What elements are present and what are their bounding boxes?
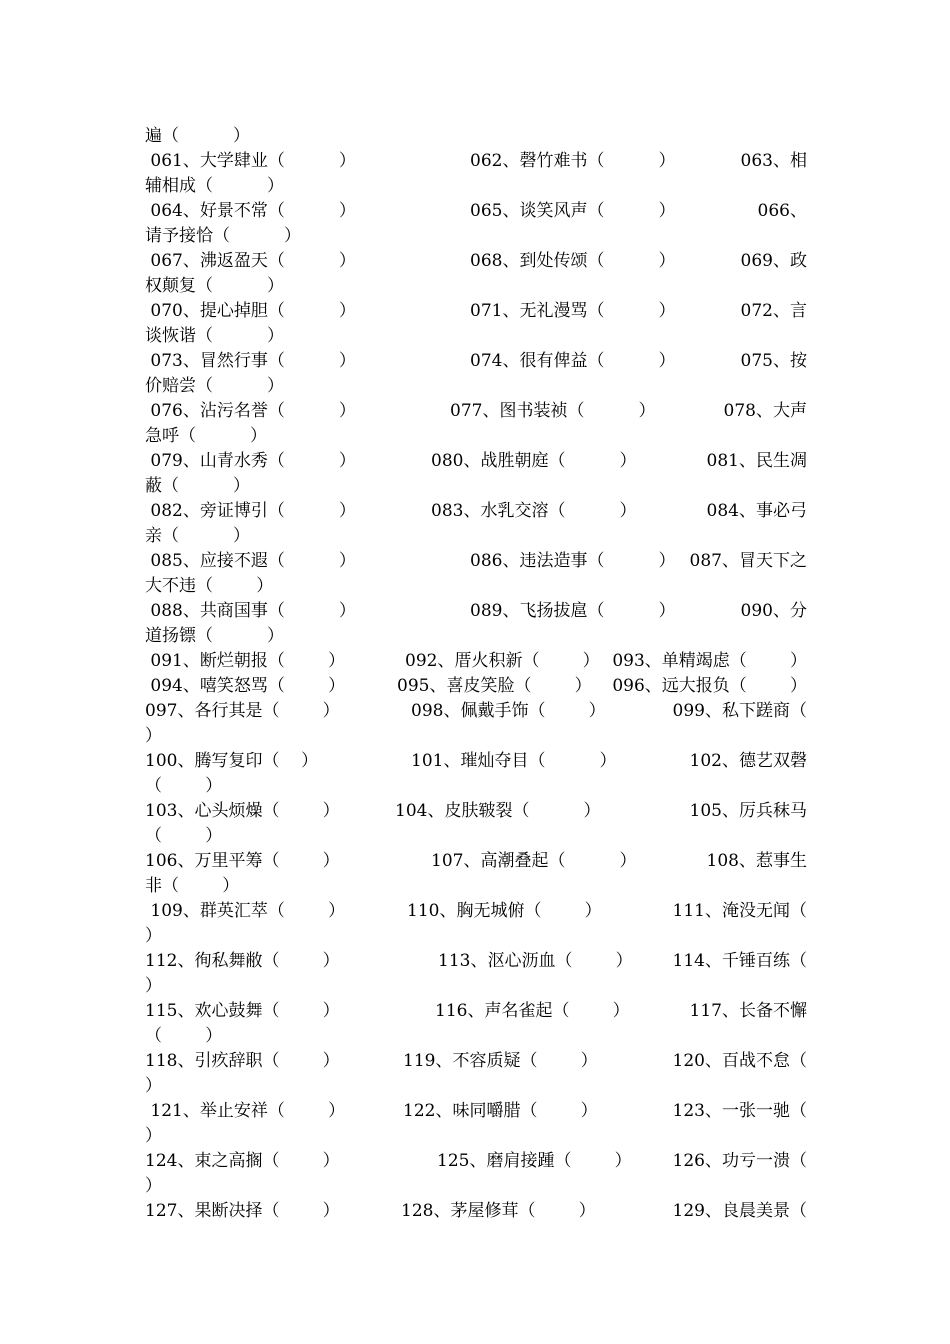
line-text: 大不违（ ） <box>145 576 274 596</box>
text-line <box>145 799 807 824</box>
item-text: 094、嘻笑怒骂（ ） <box>145 676 346 696</box>
text-line <box>145 124 807 149</box>
item-text: 092、厝火积新（ ） <box>405 651 600 671</box>
item-text: 102、德艺双磬 <box>689 751 807 771</box>
item-text: 075、按 <box>740 351 807 371</box>
text-line <box>145 1099 807 1124</box>
text-line <box>145 149 807 174</box>
item-text: 109、群英汇萃（ ） <box>145 901 346 921</box>
text-line <box>145 1199 807 1224</box>
text-line <box>145 499 807 524</box>
text-line <box>145 249 807 274</box>
line-text: ） <box>145 1126 162 1146</box>
item-text: 128、茅屋修茸（ ） <box>401 1201 596 1221</box>
text-line <box>145 324 807 349</box>
text-line <box>145 574 807 599</box>
item-text: 066、 <box>757 201 807 221</box>
item-text: 107、高潮叠起（ ） <box>431 851 637 871</box>
line-text: 谈恢谐（ ） <box>145 326 285 346</box>
text-line <box>145 699 807 724</box>
item-text: 122、味同嚼腊（ ） <box>403 1101 598 1121</box>
item-text: 078、大声 <box>723 401 807 421</box>
line-text: 道扬镖（ ） <box>145 626 285 646</box>
text-line <box>145 1049 807 1074</box>
text-line <box>145 1074 807 1099</box>
text-line <box>145 374 807 399</box>
item-text: 095、喜皮笑脸（ ） <box>397 676 592 696</box>
line-text: 请予接恰（ ） <box>145 226 302 246</box>
text-line <box>145 599 807 624</box>
item-text: 081、民生凋 <box>706 451 807 471</box>
item-text: 068、到处传颂（ ） <box>470 251 676 271</box>
item-text: 088、共商国事（ ） <box>145 601 356 621</box>
item-text: 115、欢心鼓舞（ ） <box>145 1001 340 1021</box>
item-text: 087、冒天下之 <box>689 551 807 571</box>
text-line <box>145 274 807 299</box>
item-text: 086、违法造事（ ） <box>470 551 676 571</box>
text-line <box>145 524 807 549</box>
item-text: 085、应接不遐（ ） <box>145 551 356 571</box>
item-text: 097、各行其是（ ） <box>145 701 340 721</box>
text-line <box>145 474 807 499</box>
item-text: 071、无礼漫骂（ ） <box>470 301 676 321</box>
text-line <box>145 449 807 474</box>
text-line <box>145 1174 807 1199</box>
text-line <box>145 674 807 699</box>
line-text: 亲（ ） <box>145 526 251 546</box>
line-text: ） <box>145 976 162 996</box>
item-text: 076、沾污名誉（ ） <box>145 401 356 421</box>
text-line <box>145 299 807 324</box>
text-line <box>145 849 807 874</box>
line-text: 权颠复（ ） <box>145 276 285 296</box>
item-text: 098、佩戴手饰（ ） <box>411 701 606 721</box>
line-text: ） <box>145 1076 162 1096</box>
item-text: 129、良晨美景（ <box>672 1201 807 1221</box>
line-text: （ ） <box>145 1026 223 1046</box>
item-text: 121、举止安祥（ ） <box>145 1101 346 1121</box>
line-text: ） <box>145 1176 162 1196</box>
line-text: 遍（ ） <box>145 126 251 146</box>
text-line <box>145 974 807 999</box>
line-text: 非（ ） <box>145 876 240 896</box>
item-text: 082、旁证博引（ ） <box>145 501 356 521</box>
item-text: 093、单精竭虑（ ） <box>612 651 807 671</box>
line-text: （ ） <box>145 776 223 796</box>
item-text: 104、皮肤皲裂（ ） <box>395 801 601 821</box>
line-text: 蔽（ ） <box>145 476 251 496</box>
text-line <box>145 1024 807 1049</box>
item-text: 114、千锤百练（ <box>672 951 807 971</box>
item-text: 063、相 <box>740 151 807 171</box>
item-text: 106、万里平筹（ ） <box>145 851 340 871</box>
text-line <box>145 999 807 1024</box>
text-line <box>145 874 807 899</box>
item-text: 112、徇私舞敝（ ） <box>145 951 340 971</box>
item-text: 077、图书装祯（ ） <box>450 401 656 421</box>
text-line <box>145 349 807 374</box>
item-text: 084、事必弓 <box>706 501 807 521</box>
text-line <box>145 624 807 649</box>
item-text: 127、果断决择（ ） <box>145 1201 340 1221</box>
item-text: 116、声名雀起（ ） <box>435 1001 630 1021</box>
item-text: 091、断烂朝报（ ） <box>145 651 346 671</box>
item-text: 113、沤心沥血（ ） <box>438 951 633 971</box>
item-text: 074、很有俾益（ ） <box>470 351 676 371</box>
text-line <box>145 174 807 199</box>
item-text: 123、一张一驰（ <box>672 1101 807 1121</box>
item-text: 101、璀灿夺目（ ） <box>411 751 617 771</box>
text-line <box>145 924 807 949</box>
item-text: 125、磨肩接踵（ ） <box>437 1151 632 1171</box>
text-line <box>145 899 807 924</box>
item-text: 105、厉兵秣马 <box>689 801 807 821</box>
text-line <box>145 949 807 974</box>
text-line <box>145 824 807 849</box>
text-line <box>145 224 807 249</box>
item-text: 083、水乳交溶（ ） <box>431 501 637 521</box>
item-text: 080、战胜朝庭（ ） <box>431 451 637 471</box>
item-text: 067、沸返盈天（ ） <box>145 251 356 271</box>
item-text: 117、长备不懈 <box>689 1001 807 1021</box>
text-line <box>145 549 807 574</box>
line-text: 价赔尝（ ） <box>145 376 285 396</box>
item-text: 065、谈笑风声（ ） <box>470 201 676 221</box>
line-text: 急呼（ ） <box>145 426 268 446</box>
item-text: 090、分 <box>740 601 807 621</box>
item-text: 079、山青水秀（ ） <box>145 451 356 471</box>
item-text: 126、功亏一溃（ <box>672 1151 807 1171</box>
item-text: 096、远大报负（ ） <box>612 676 807 696</box>
item-text: 072、言 <box>740 301 807 321</box>
item-text: 100、腾写复印（ ） <box>145 751 319 771</box>
item-text: 061、大学肆业（ ） <box>145 151 356 171</box>
item-text: 062、磬竹难书（ ） <box>470 151 676 171</box>
text-line <box>145 724 807 749</box>
item-text: 073、冒然行事（ ） <box>145 351 356 371</box>
item-text: 118、引疚辞职（ ） <box>145 1051 340 1071</box>
item-text: 119、不容质疑（ ） <box>403 1051 598 1071</box>
worksheet-page <box>145 124 807 1224</box>
line-text: （ ） <box>145 826 223 846</box>
line-text: ） <box>145 726 162 746</box>
text-line <box>145 199 807 224</box>
item-text: 064、好景不常（ ） <box>145 201 356 221</box>
text-line <box>145 649 807 674</box>
text-line <box>145 774 807 799</box>
item-text: 103、心头烦燥（ ） <box>145 801 340 821</box>
text-line <box>145 1124 807 1149</box>
text-line <box>145 749 807 774</box>
item-text: 099、私下蹉商（ <box>672 701 807 721</box>
item-text: 069、政 <box>740 251 807 271</box>
item-text: 108、惹事生 <box>706 851 807 871</box>
text-line <box>145 424 807 449</box>
item-text: 089、飞扬拔扈（ ） <box>470 601 676 621</box>
item-text: 111、淹没无闻（ <box>672 901 807 921</box>
text-line <box>145 1149 807 1174</box>
text-line <box>145 399 807 424</box>
line-text: ） <box>145 926 162 946</box>
item-text: 124、束之高搁（ ） <box>145 1151 340 1171</box>
item-text: 070、提心掉胆（ ） <box>145 301 356 321</box>
line-text: 辅相成（ ） <box>145 176 285 196</box>
item-text: 120、百战不怠（ <box>672 1051 807 1071</box>
item-text: 110、胸无城俯（ ） <box>407 901 602 921</box>
